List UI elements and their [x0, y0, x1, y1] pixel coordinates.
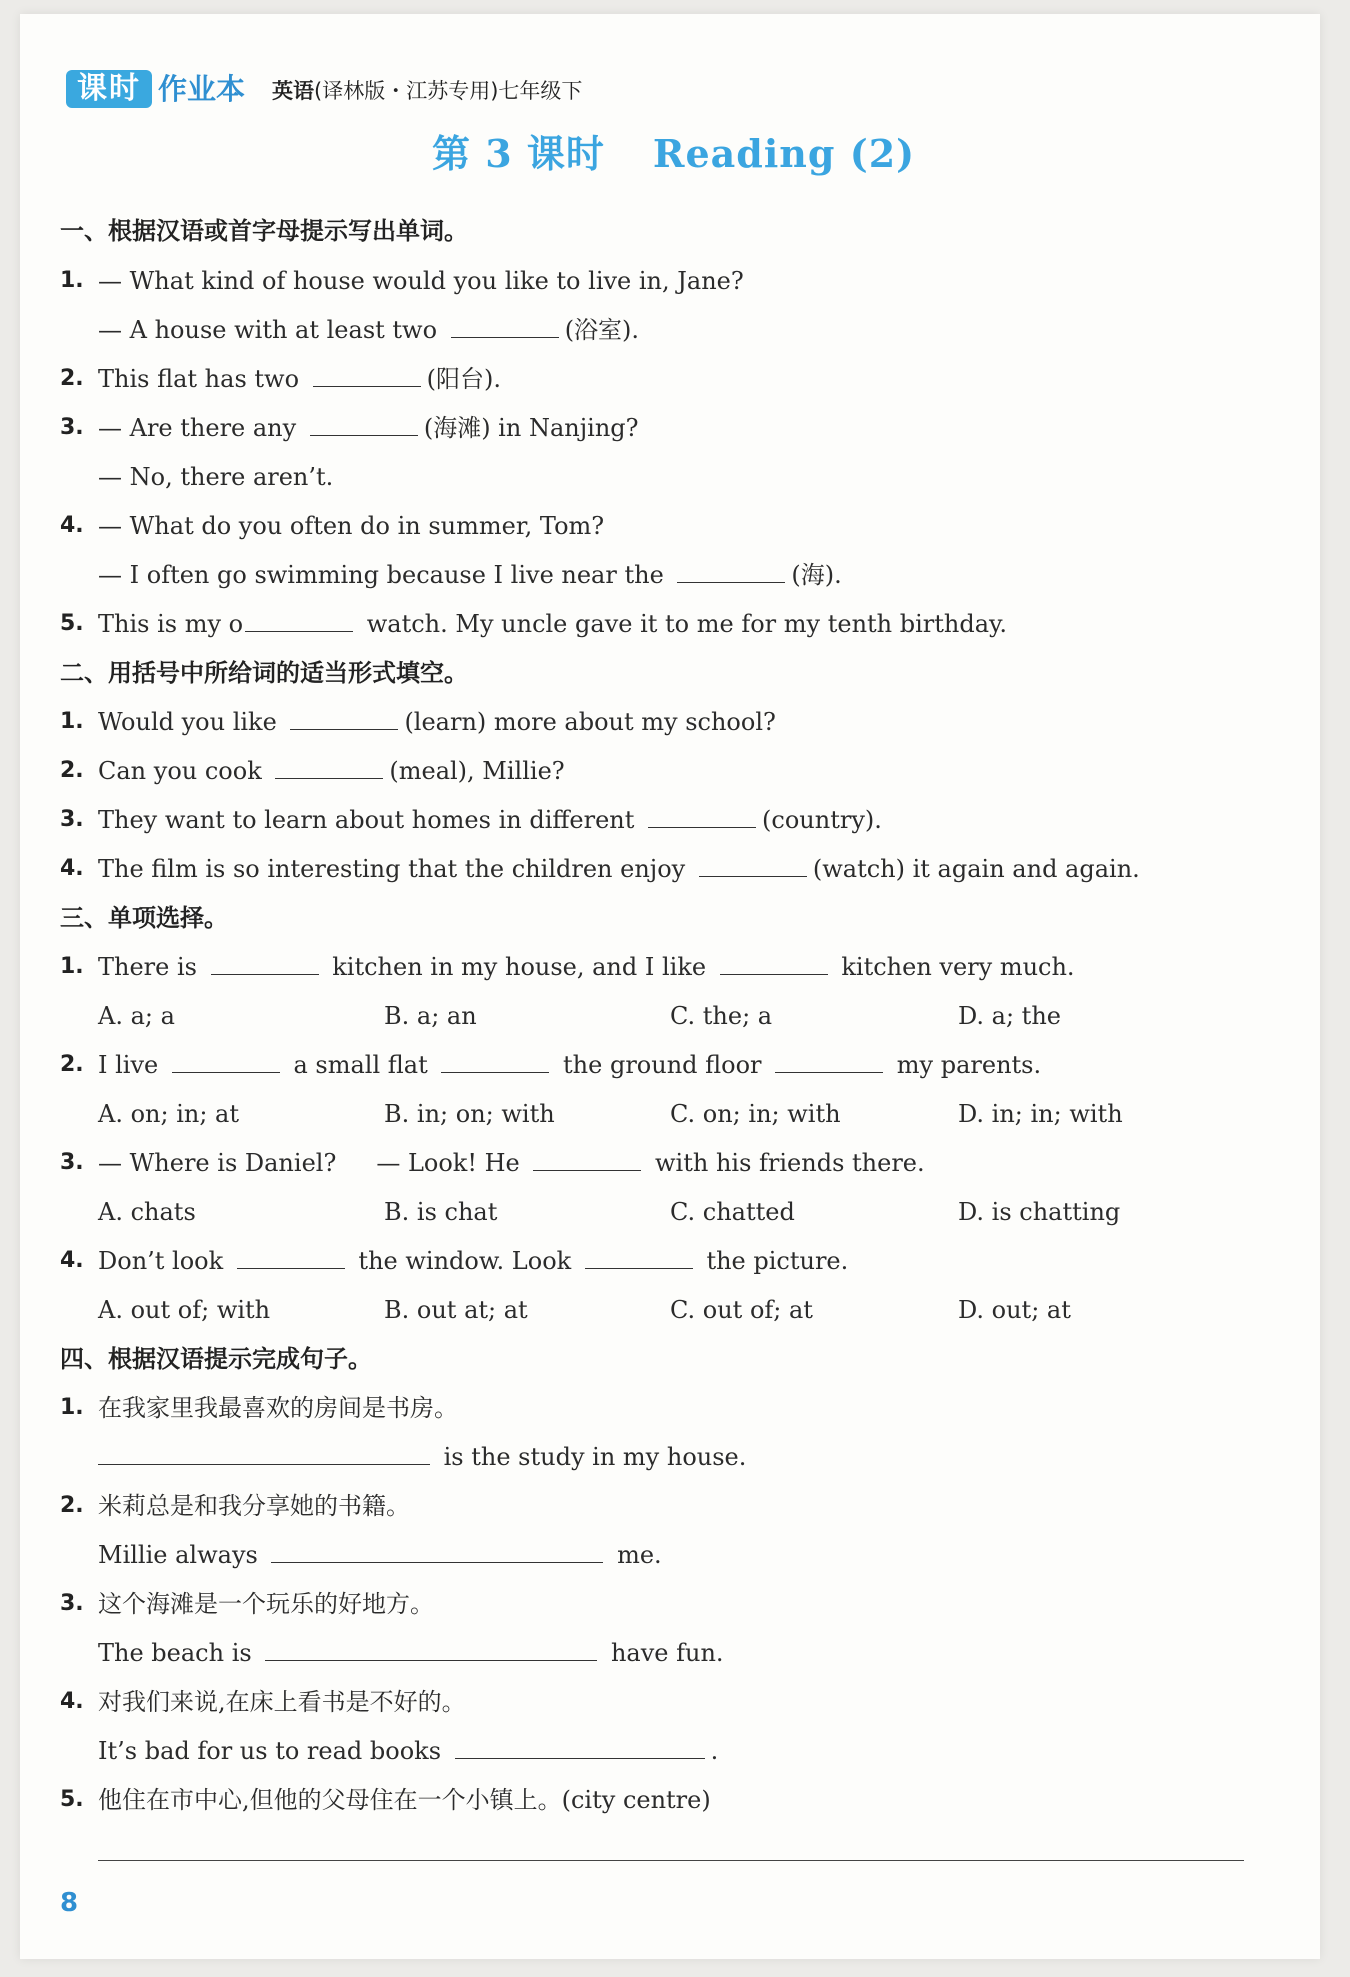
question-line: — Where is Daniel? — Look! He with his friends there.: [98, 1146, 925, 1180]
item-number: 1.: [60, 954, 84, 979]
option-c[interactable]: C. chatted: [670, 1198, 795, 1226]
question-line: — A house with at least two (浴室).: [98, 313, 639, 347]
question-line: — What kind of house would you like to live in, Jane?: [98, 267, 744, 295]
answer-blank[interactable]: [245, 607, 353, 632]
option-d[interactable]: D. in; in; with: [958, 1100, 1123, 1128]
answer-blank[interactable]: [585, 1244, 693, 1269]
option-b[interactable]: B. in; on; with: [384, 1100, 555, 1128]
item-number: 4.: [60, 856, 84, 881]
question-line: I live a small flat the ground floor my parents.: [98, 1048, 1041, 1082]
question-line: There is kitchen in my house, and I like kitchen very much.: [98, 950, 1075, 984]
answer-blank[interactable]: [648, 803, 756, 828]
page-title: [432, 126, 915, 182]
question-line: The beach is have fun.: [98, 1636, 724, 1670]
question-line: Don’t look the window. Look the picture.: [98, 1244, 848, 1278]
item-number: 5.: [60, 611, 84, 636]
section-heading-2: 二、用括号中所给词的适当形式填空。: [60, 659, 468, 687]
brand-word: 作业本: [158, 72, 246, 106]
answer-blank[interactable]: [313, 362, 421, 387]
item-number: 2.: [60, 1052, 84, 1077]
answer-blank[interactable]: [172, 1048, 280, 1073]
answer-blank[interactable]: [699, 852, 807, 877]
question-line: Millie always me.: [98, 1538, 662, 1572]
item-number: 2.: [60, 758, 84, 783]
section-heading-3: 三、单项选择。: [60, 904, 228, 932]
question-line: Can you cook (meal), Millie?: [98, 754, 565, 788]
question-line: — I often go swimming because I live near the (海).: [98, 558, 842, 592]
option-a[interactable]: A. on; in; at: [98, 1100, 240, 1128]
answer-blank[interactable]: [720, 950, 828, 975]
answer-blank[interactable]: [455, 1734, 705, 1759]
item-number: 2.: [60, 366, 84, 391]
chinese-prompt: 在我家里我最喜欢的房间是书房。: [98, 1394, 458, 1422]
question-line: This is my o watch. My uncle gave it to me for my tenth birthday.: [98, 607, 1007, 641]
option-d[interactable]: D. is chatting: [958, 1198, 1121, 1226]
question-line: — No, there aren’t.: [98, 463, 334, 491]
option-b[interactable]: B. is chat: [384, 1198, 498, 1226]
answer-blank[interactable]: [271, 1538, 603, 1563]
item-number: 3.: [60, 807, 84, 832]
lesson-label: 第 3 课时: [432, 131, 605, 176]
section-heading-1: 一、根据汉语或首字母提示写出单词。: [60, 217, 468, 245]
item-number: 5.: [60, 1787, 84, 1812]
question-line: The film is so interesting that the children enjoy (watch) it again and again.: [98, 852, 1140, 886]
question-line: It’s bad for us to read books .: [98, 1734, 718, 1768]
option-a[interactable]: A. a; a: [98, 1002, 175, 1030]
chinese-prompt: 米莉总是和我分享她的书籍。: [98, 1492, 410, 1520]
item-number: 4.: [60, 1248, 84, 1273]
answer-blank[interactable]: [98, 1440, 430, 1465]
answer-blank[interactable]: [533, 1146, 641, 1171]
chinese-prompt: 对我们来说,在床上看书是不好的。: [98, 1688, 466, 1716]
item-number: 4.: [60, 1689, 84, 1714]
option-c[interactable]: C. out of; at: [670, 1296, 813, 1324]
option-b[interactable]: B. out at; at: [384, 1296, 528, 1324]
item-number: 3.: [60, 1150, 84, 1175]
question-line: They want to learn about homes in different (country).: [98, 803, 882, 837]
item-number: 3.: [60, 415, 84, 440]
answer-blank[interactable]: [775, 1048, 883, 1073]
option-c[interactable]: C. the; a: [670, 1002, 773, 1030]
chinese-prompt: 他住在市中心,但他的父母住在一个小镇上。(city centre): [98, 1786, 711, 1814]
option-b[interactable]: B. a; an: [384, 1002, 477, 1030]
item-number: 2.: [60, 1493, 84, 1518]
option-a[interactable]: A. chats: [98, 1198, 196, 1226]
option-a[interactable]: A. out of; with: [98, 1296, 271, 1324]
item-number: 1.: [60, 268, 84, 293]
question-line: — Are there any (海滩) in Nanjing?: [98, 411, 639, 445]
question-line: is the study in my house.: [98, 1440, 746, 1474]
item-number: 1.: [60, 709, 84, 734]
option-d[interactable]: D. a; the: [958, 1002, 1061, 1030]
question-line: Would you like (learn) more about my school?: [98, 705, 776, 739]
answer-blank[interactable]: [275, 754, 383, 779]
question-line: — What do you often do in summer, Tom?: [98, 512, 605, 540]
section-heading-4: 四、根据汉语提示完成句子。: [60, 1345, 372, 1373]
answer-blank[interactable]: [310, 411, 418, 436]
option-d[interactable]: D. out; at: [958, 1296, 1071, 1324]
item-number: 1.: [60, 1395, 84, 1420]
brand-badge: 课时: [66, 70, 152, 108]
answer-blank[interactable]: [451, 313, 559, 338]
answer-blank[interactable]: [211, 950, 319, 975]
answer-writing-line[interactable]: [98, 1860, 1244, 1861]
answer-blank[interactable]: [265, 1636, 597, 1661]
item-number: 4.: [60, 513, 84, 538]
edition: (译林版・江苏专用)七年级下: [314, 79, 583, 103]
lesson-topic: Reading (2): [652, 131, 916, 176]
subject: 英语: [272, 79, 314, 103]
answer-blank[interactable]: [441, 1048, 549, 1073]
page-number: 8: [60, 1888, 79, 1918]
question-line: This flat has two (阳台).: [98, 362, 501, 396]
chinese-prompt: 这个海滩是一个玩乐的好地方。: [98, 1590, 434, 1618]
answer-blank[interactable]: [677, 558, 785, 583]
answer-blank[interactable]: [237, 1244, 345, 1269]
item-number: 3.: [60, 1591, 84, 1616]
book-info: [272, 76, 582, 106]
answer-blank[interactable]: [290, 705, 398, 730]
option-c[interactable]: C. on; in; with: [670, 1100, 841, 1128]
